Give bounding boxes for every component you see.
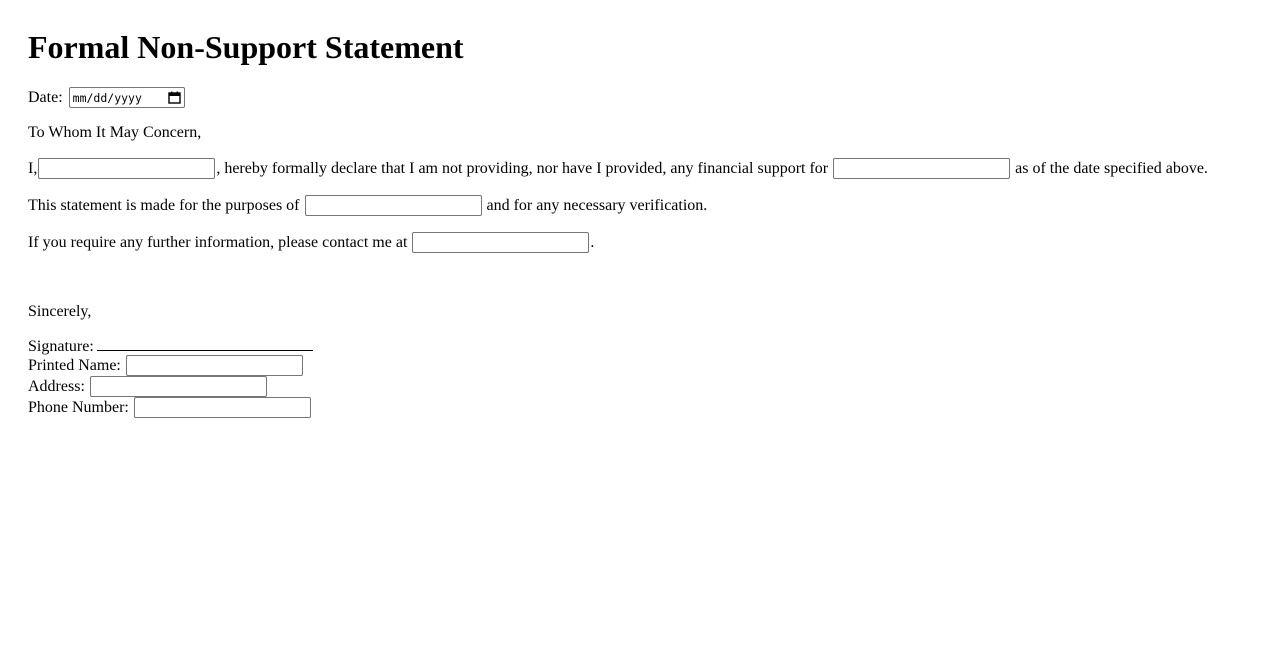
signature-label: Signature:	[28, 338, 94, 355]
declaration-prefix: I,	[28, 159, 38, 177]
closing-row	[28, 302, 91, 322]
contact-prefix: If you require any further information, please contact me at	[28, 233, 408, 251]
purpose-suffix: and for any necessary verification.	[486, 196, 708, 214]
phone-label: Phone Number:	[28, 398, 129, 416]
phone-input[interactable]	[134, 397, 311, 418]
contact-input[interactable]	[412, 232, 589, 253]
printed-name-row	[28, 355, 304, 376]
date-input[interactable]	[69, 87, 185, 108]
address-row	[28, 376, 268, 397]
declarant-name-input[interactable]	[38, 158, 215, 179]
declaration-row	[28, 158, 1208, 179]
printed-name-input[interactable]	[126, 355, 303, 376]
phone-row	[28, 397, 312, 418]
purpose-row	[28, 195, 707, 216]
date-label: Date:	[28, 88, 63, 106]
address-label: Address:	[28, 377, 85, 395]
declaration-middle: , hereby formally declare that I am not providing, nor have I provided, any financial support for	[216, 159, 829, 177]
signature-row	[28, 336, 313, 357]
signature-line	[97, 336, 313, 351]
purpose-prefix: This statement is made for the purposes of	[28, 196, 300, 214]
salutation-row	[28, 123, 201, 143]
date-placeholder: mm/dd/yyyy	[72, 90, 142, 105]
page-title: Formal Non-Support Statement	[28, 29, 464, 65]
purpose-input[interactable]	[305, 195, 482, 216]
contact-row	[28, 232, 594, 253]
calendar-icon[interactable]	[168, 91, 181, 104]
date-row	[28, 87, 185, 108]
contact-suffix: .	[590, 233, 595, 251]
beneficiary-input[interactable]	[833, 158, 1010, 179]
printed-name-label: Printed Name:	[28, 356, 121, 374]
address-input[interactable]	[90, 376, 267, 397]
salutation: To Whom It May Concern,	[28, 124, 202, 142]
declaration-suffix: as of the date specified above.	[1015, 159, 1208, 177]
closing: Sincerely,	[28, 303, 92, 321]
